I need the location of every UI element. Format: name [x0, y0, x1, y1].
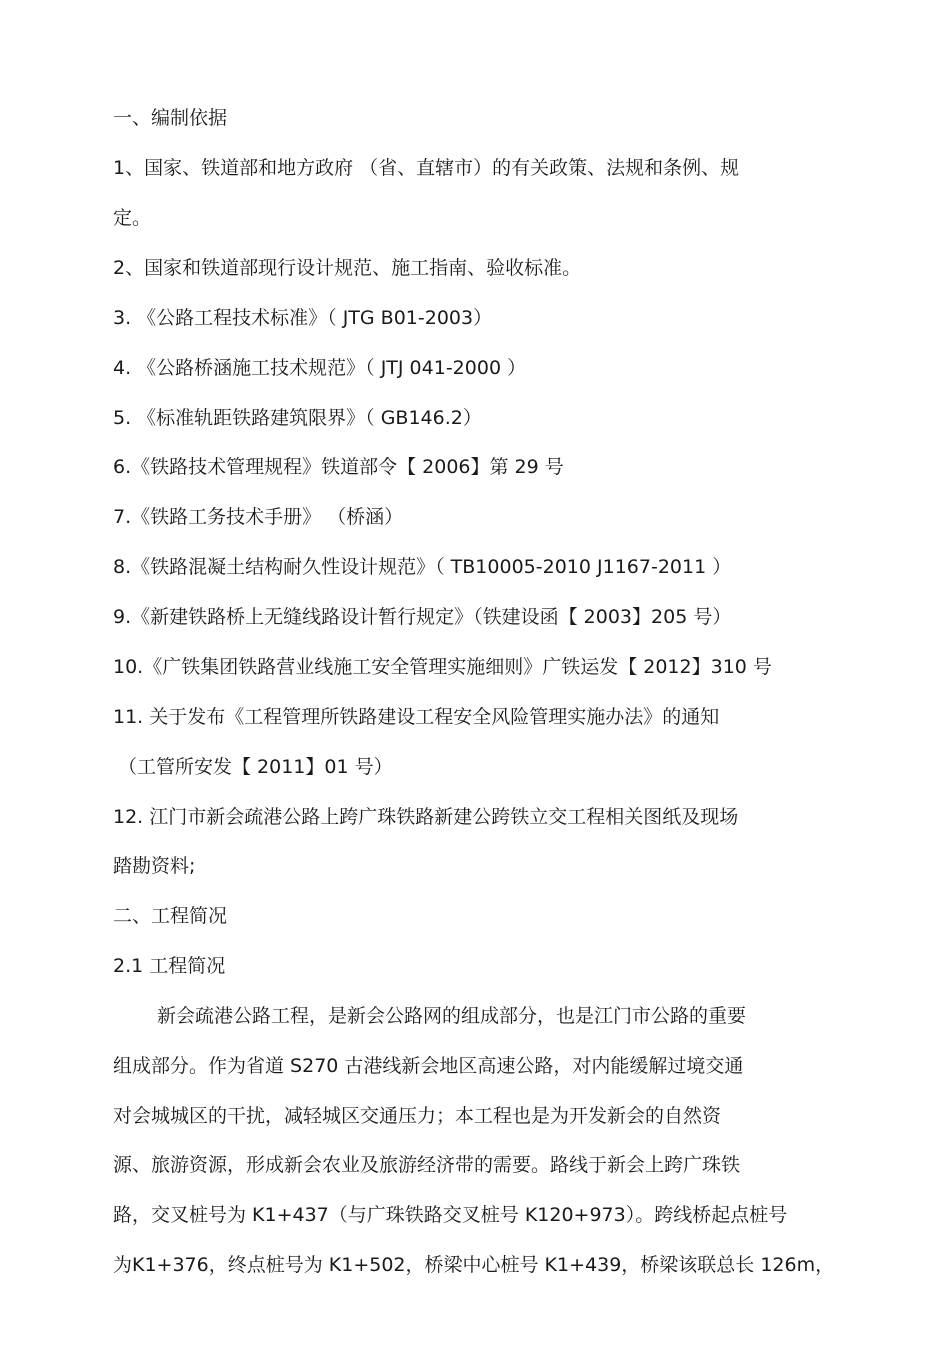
- paragraph-line-3: 对会城城区的干扰，减轻城区交通压力；本工程也是为开发新会的自然资: [113, 1105, 722, 1127]
- paragraph-line-6: 为K1+376，终点桩号为 K1+502，桥梁中心桩号 K1+439，桥梁该联总长 126m，: [113, 1254, 835, 1276]
- basis-item-1-cont: 定。: [113, 207, 152, 229]
- basis-item-9: 9.《新建铁路桥上无缝线路设计暂行规定》（铁建设函【 2003】205 号）: [113, 606, 732, 628]
- basis-item-2: 2、国家和铁道部现行设计规范、施工指南、验收标准。: [113, 257, 582, 279]
- subsection-heading-2-1: 2.1 工程简况: [113, 955, 226, 977]
- basis-item-4: 4. 《公路桥涵施工技术规范》（ JTJ 041-2000 ）: [113, 357, 527, 379]
- paragraph-line-4: 源、旅游资源，形成新会农业及旅游经济带的需要。路线于新会上跨广珠铁: [113, 1154, 741, 1176]
- basis-item-1: 1、国家、铁道部和地方政府 （省、直辖市）的有关政策、法规和条例、规: [113, 157, 740, 179]
- section-heading-1: 一、编制依据: [113, 107, 228, 129]
- paragraph-line-2: 组成部分。作为省道 S270 古港线新会地区高速公路，对内能缓解过境交通: [113, 1055, 744, 1077]
- basis-item-12: 12. 江门市新会疏港公路上跨广珠铁路新建公跨铁立交工程相关图纸及现场: [113, 806, 739, 828]
- basis-item-5: 5. 《标准轨距铁路建筑限界》（ GB146.2）: [113, 407, 482, 429]
- paragraph-line-1: 新会疏港公路工程，是新会公路网的组成部分，也是江门市公路的重要: [157, 1005, 747, 1027]
- basis-item-6: 6.《铁路技术管理规程》铁道部令【 2006】第 29 号: [113, 456, 564, 478]
- basis-item-7: 7.《铁路工务技术手册》 （桥涵）: [113, 506, 404, 528]
- basis-item-3: 3. 《公路工程技术标准》（ JTG B01-2003）: [113, 307, 493, 329]
- paragraph-line-5: 路，交叉桩号为 K1+437（与广珠铁路交叉桩号 K120+973）。跨线桥起点桩号: [113, 1204, 788, 1226]
- basis-item-12-cont: 踏勘资料;: [113, 855, 196, 877]
- basis-item-10: 10.《广铁集团铁路营业线施工安全管理实施细则》广铁运发【 2012】310 号: [113, 656, 772, 678]
- basis-item-11: 11. 关于发布《工程管理所铁路建设工程安全风险管理实施办法》的通知: [113, 706, 720, 728]
- basis-item-8: 8.《铁路混凝土结构耐久性设计规范》（ TB10005-2010 J1167-2011 ）: [113, 556, 732, 578]
- basis-item-11-cont: （工管所安发【 2011】01 号）: [118, 756, 393, 778]
- section-heading-2: 二、工程简况: [113, 905, 228, 927]
